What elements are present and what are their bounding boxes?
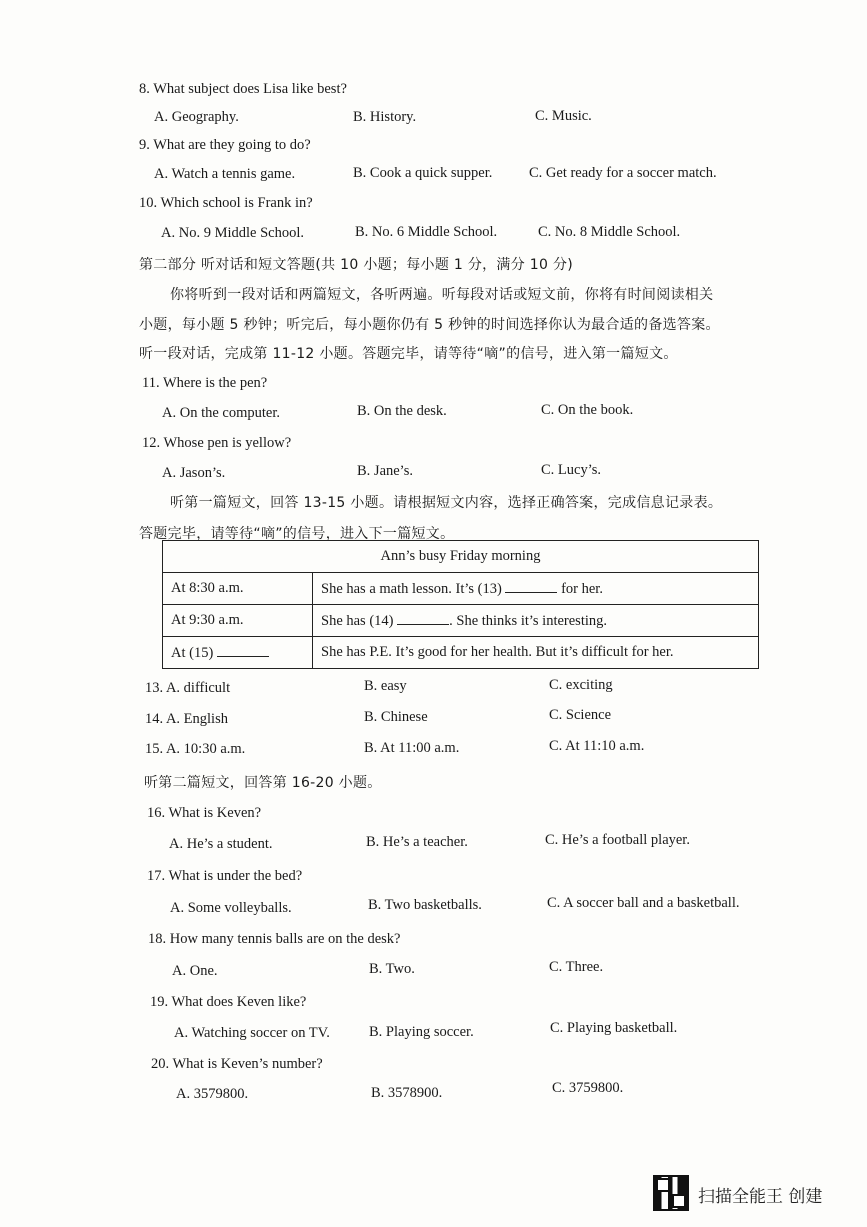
- question-14-option-a: 14. A. English: [145, 711, 228, 727]
- passage1-instruction-line2: 答题完毕，请等待“嘀”的信号，进入下一篇短文。: [139, 526, 455, 542]
- question-18: 18. How many tennis balls are on the desk?: [148, 931, 401, 947]
- question-17: 17. What is under the bed?: [147, 868, 303, 884]
- question-10-option-b: B. No. 6 Middle School.: [355, 224, 498, 240]
- question-11-option-c: C. On the book.: [541, 402, 634, 418]
- question-12: 12. Whose pen is yellow?: [142, 435, 292, 451]
- question-10: 10. Which school is Frank in?: [139, 195, 313, 211]
- question-19-option-b: B. Playing soccer.: [369, 1024, 474, 1040]
- question-14-option-c: C. Science: [549, 707, 612, 723]
- question-16: 16. What is Keven?: [147, 805, 262, 821]
- question-8-option-c: C. Music.: [535, 108, 592, 124]
- question-20: 20. What is Keven’s number?: [151, 1056, 323, 1072]
- scanner-watermark: 扫描全能王 创建: [698, 1187, 823, 1207]
- question-8: 8. What subject does Lisa like best?: [139, 81, 347, 97]
- question-19: 19. What does Keven like?: [150, 994, 307, 1010]
- question-9-option-a: A. Watch a tennis game.: [154, 166, 296, 182]
- question-20-option-a: A. 3579800.: [176, 1086, 249, 1102]
- question-13-option-a: 13. A. difficult: [145, 680, 231, 696]
- question-12-option-a: A. Jason’s.: [162, 465, 226, 481]
- question-9-option-c: C. Get ready for a soccer match.: [529, 165, 717, 181]
- question-14-option-b: B. Chinese: [364, 709, 428, 725]
- question-17-option-a: A. Some volleyballs.: [170, 900, 292, 916]
- question-15-option-c: C. At 11:10 a.m.: [549, 738, 645, 754]
- question-19-option-a: A. Watching soccer on TV.: [174, 1025, 330, 1041]
- question-16-option-a: A. He’s a student.: [169, 836, 273, 852]
- question-18-option-b: B. Two.: [369, 961, 415, 977]
- question-13-option-b: B. easy: [364, 678, 407, 694]
- part2-intro-line1: 你将听到一段对话和两篇短文，各听两遍。听每段对话或短文前，你将有时间阅读相关: [170, 287, 714, 303]
- question-11-option-a: A. On the computer.: [162, 405, 280, 421]
- question-12-option-b: B. Jane’s.: [357, 463, 413, 479]
- table-time-cell: At 9:30 a.m.: [163, 605, 313, 637]
- part2-heading: 第二部分 听对话和短文答题(共 10 小题；每小题 1 分，满分 10 分): [139, 257, 574, 273]
- passage1-instruction-line1: 听第一篇短文，回答 13-15 小题。请根据短文内容，选择正确答案，完成信息记录表。: [170, 495, 723, 511]
- question-20-option-b: B. 3578900.: [371, 1085, 443, 1101]
- question-8-option-a: A. Geography.: [154, 109, 239, 125]
- question-19-option-c: C. Playing basketball.: [550, 1020, 678, 1036]
- part2-intro-line2: 小题，每小题 5 秒钟；听完后，每小题你仍有 5 秒钟的时间选择你认为最合适的备选答案。: [139, 317, 720, 333]
- table-time-cell: At 8:30 a.m.: [163, 573, 313, 605]
- question-15-option-a: 15. A. 10:30 a.m.: [145, 741, 246, 757]
- question-8-option-b: B. History.: [353, 109, 417, 125]
- answer-blank-13: [505, 580, 557, 593]
- question-11-option-b: B. On the desk.: [357, 403, 447, 419]
- table-time-cell: At (15): [163, 637, 313, 669]
- info-record-table: [162, 540, 759, 669]
- question-11: 11. Where is the pen?: [142, 375, 268, 391]
- table-activity-cell: She has a math lesson. It’s (13) for her.: [313, 573, 759, 605]
- question-20-option-c: C. 3759800.: [552, 1080, 624, 1096]
- table-title: Ann’s busy Friday morning: [163, 541, 759, 573]
- question-18-option-c: C. Three.: [549, 959, 604, 975]
- table-row: [163, 605, 759, 637]
- table-row: [163, 637, 759, 669]
- table-row: [163, 573, 759, 605]
- qr-code-icon: [653, 1175, 689, 1211]
- question-17-option-c: C. A soccer ball and a basketball.: [547, 895, 740, 911]
- question-16-option-b: B. He’s a teacher.: [366, 834, 468, 850]
- question-12-option-c: C. Lucy’s.: [541, 462, 602, 478]
- part2-intro-line3: 听一段对话，完成第 11-12 小题。答题完毕，请等待“嘀”的信号，进入第一篇短文。: [139, 346, 678, 362]
- answer-blank-14: [397, 612, 449, 625]
- question-17-option-b: B. Two basketballs.: [368, 897, 482, 913]
- passage2-instruction: 听第二篇短文，回答第 16-20 小题。: [144, 775, 382, 791]
- question-15-option-b: B. At 11:00 a.m.: [364, 740, 460, 756]
- table-activity-cell: She has (14) . She thinks it’s interesting.: [313, 605, 759, 637]
- answer-blank-15: [217, 644, 269, 657]
- question-10-option-c: C. No. 8 Middle School.: [538, 224, 681, 240]
- question-9: 9. What are they going to do?: [139, 137, 311, 153]
- question-9-option-b: B. Cook a quick supper.: [353, 165, 493, 181]
- question-18-option-a: A. One.: [172, 963, 218, 979]
- question-16-option-c: C. He’s a football player.: [545, 832, 690, 848]
- question-13-option-c: C. exciting: [549, 677, 613, 693]
- question-10-option-a: A. No. 9 Middle School.: [161, 225, 304, 241]
- table-activity-cell: She has P.E. It’s good for her health. But it’s difficult for her.: [313, 637, 759, 669]
